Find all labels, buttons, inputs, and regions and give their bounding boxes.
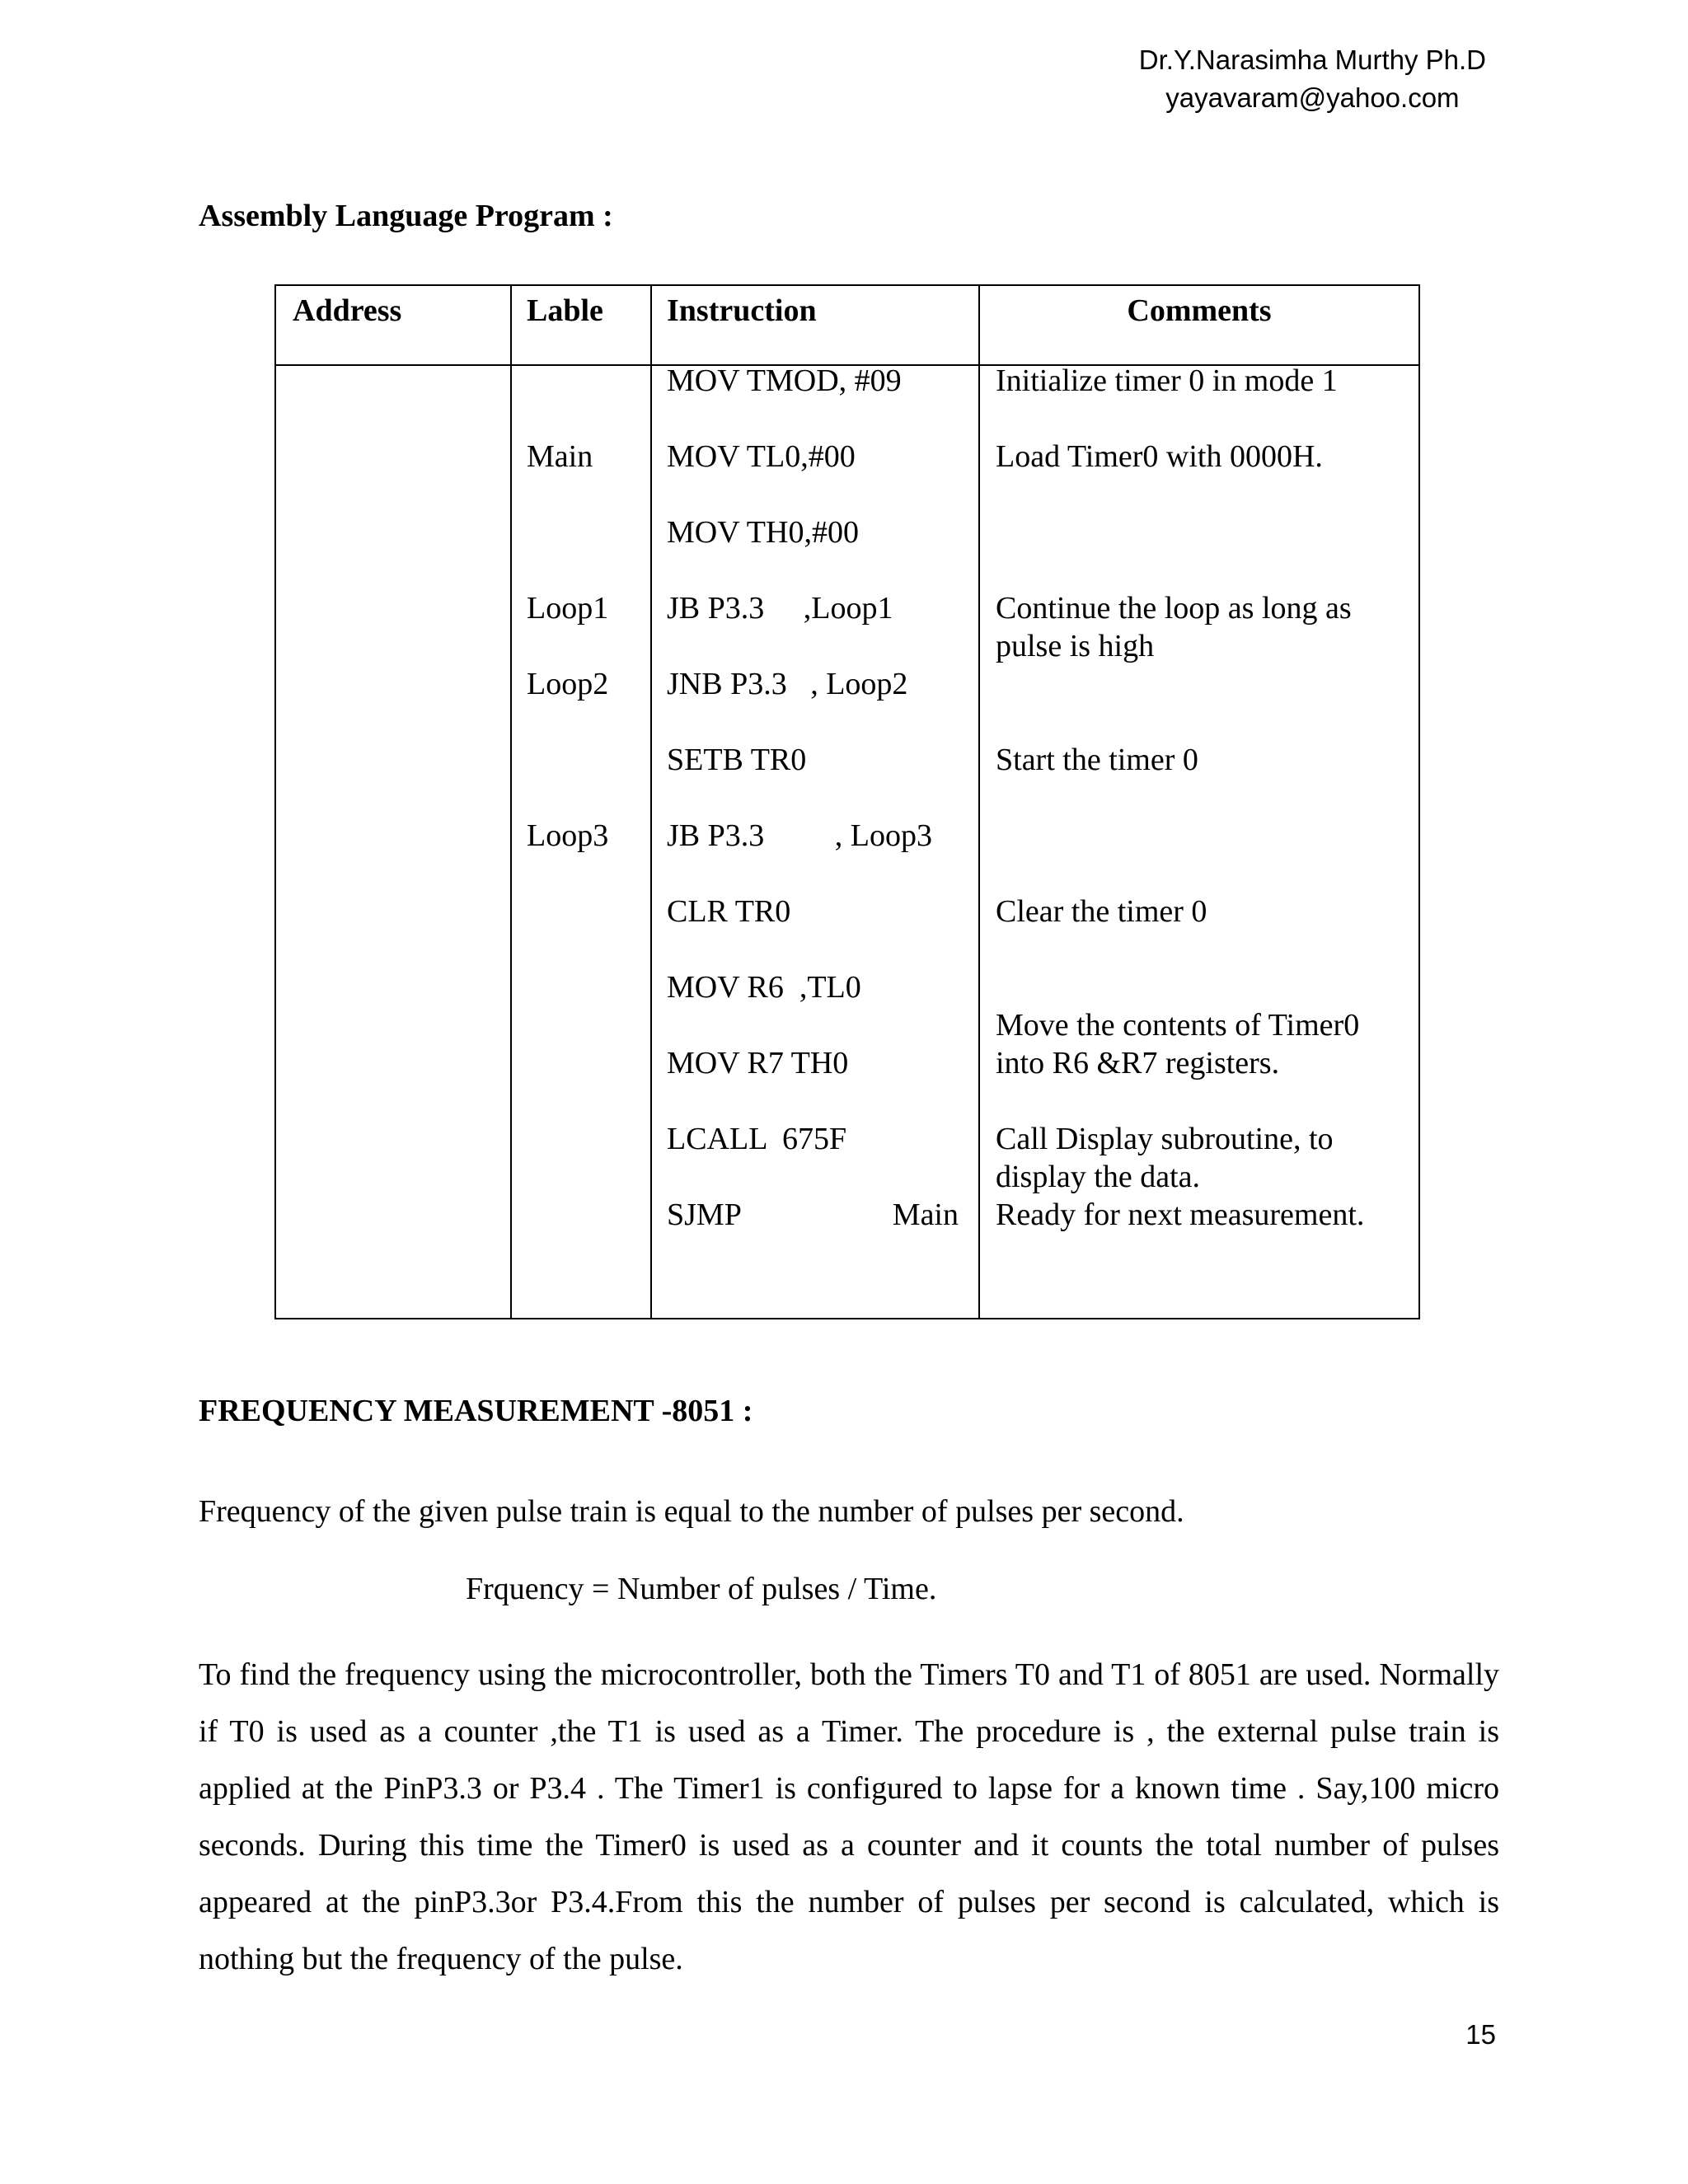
comment-cell: Call Display subroutine, to display the data. <box>996 1122 1334 1194</box>
instruction-target-cell: Main <box>892 1197 959 1232</box>
header-address: Address <box>293 293 402 328</box>
comment-cell: Move the contents of Timer0 into R6 &R7 registers. <box>996 1008 1360 1080</box>
instruction-cell: MOV TL0,#00 <box>667 439 856 474</box>
header-comments: Comments <box>1127 293 1272 328</box>
comment-cell: Clear the timer 0 <box>996 894 1207 929</box>
label-cell: Loop2 <box>527 667 609 701</box>
label-cell: Loop3 <box>527 818 609 853</box>
page-number: 15 <box>1465 2019 1496 2050</box>
comment-cell: Load Timer0 with 0000H. <box>996 439 1323 474</box>
frequency-intro-paragraph: Frequency of the given pulse train is equal to the number of pulses per second. <box>199 1494 1184 1529</box>
instruction-cell: JB P3.3 ,Loop1 <box>667 591 893 626</box>
comment-cell: Ready for next measurement. <box>996 1197 1365 1232</box>
instruction-cell: SJMP <box>667 1197 742 1232</box>
header-label: Lable <box>527 293 603 328</box>
header-instruction: Instruction <box>667 293 817 328</box>
instruction-cell: MOV R7 TH0 <box>667 1046 849 1080</box>
instruction-cell: CLR TR0 <box>667 894 791 929</box>
section-title-assembly: Assembly Language Program : <box>199 199 613 233</box>
comment-cell: Start the timer 0 <box>996 743 1198 777</box>
author-email: yayavaram@yahoo.com <box>1165 82 1460 113</box>
address-column <box>276 286 512 1318</box>
instruction-cell: MOV TMOD, #09 <box>667 363 902 398</box>
label-cell: Loop1 <box>527 591 609 626</box>
procedure-paragraph: To find the frequency using the microcontroller, both the Timers T0 and T1 of 8051 are used. Normally if T0 is used as a counter ,the T1 is used as a Timer. The procedure is , the external pulse train is applied at the PinP3.3 or P3.4 . The Timer1 is configured to lapse for a known time . Say,100 micro seconds. During this time the Timer0 is used as a counter and it counts the total number of pulses appeared at the pinP3.3or P3.4.From this the number of pulses per second is calculated, which is nothing but the frequency of the pulse. <box>199 1657 1499 1976</box>
instruction-cell: LCALL 675F <box>667 1122 847 1156</box>
instruction-cell: MOV TH0,#00 <box>667 515 859 550</box>
section-title-frequency: FREQUENCY MEASUREMENT -8051 : <box>199 1394 753 1428</box>
instruction-cell: SETB TR0 <box>667 743 807 777</box>
comment-cell: Initialize timer 0 in mode 1 <box>996 363 1338 398</box>
comment-cell: Continue the loop as long as pulse is high <box>996 591 1352 663</box>
assembly-program-table <box>274 284 1420 1319</box>
author-name: Dr.Y.Narasimha Murthy Ph.D <box>1138 45 1486 75</box>
label-cell: Main <box>527 439 593 474</box>
instruction-cell: JB P3.3 , Loop3 <box>667 818 932 853</box>
instruction-cell: JNB P3.3 , Loop2 <box>667 667 908 701</box>
frequency-formula: Frquency = Number of pulses / Time. <box>466 1572 937 1606</box>
instruction-cell: MOV R6 ,TL0 <box>667 970 861 1005</box>
page-header <box>1139 41 1486 117</box>
